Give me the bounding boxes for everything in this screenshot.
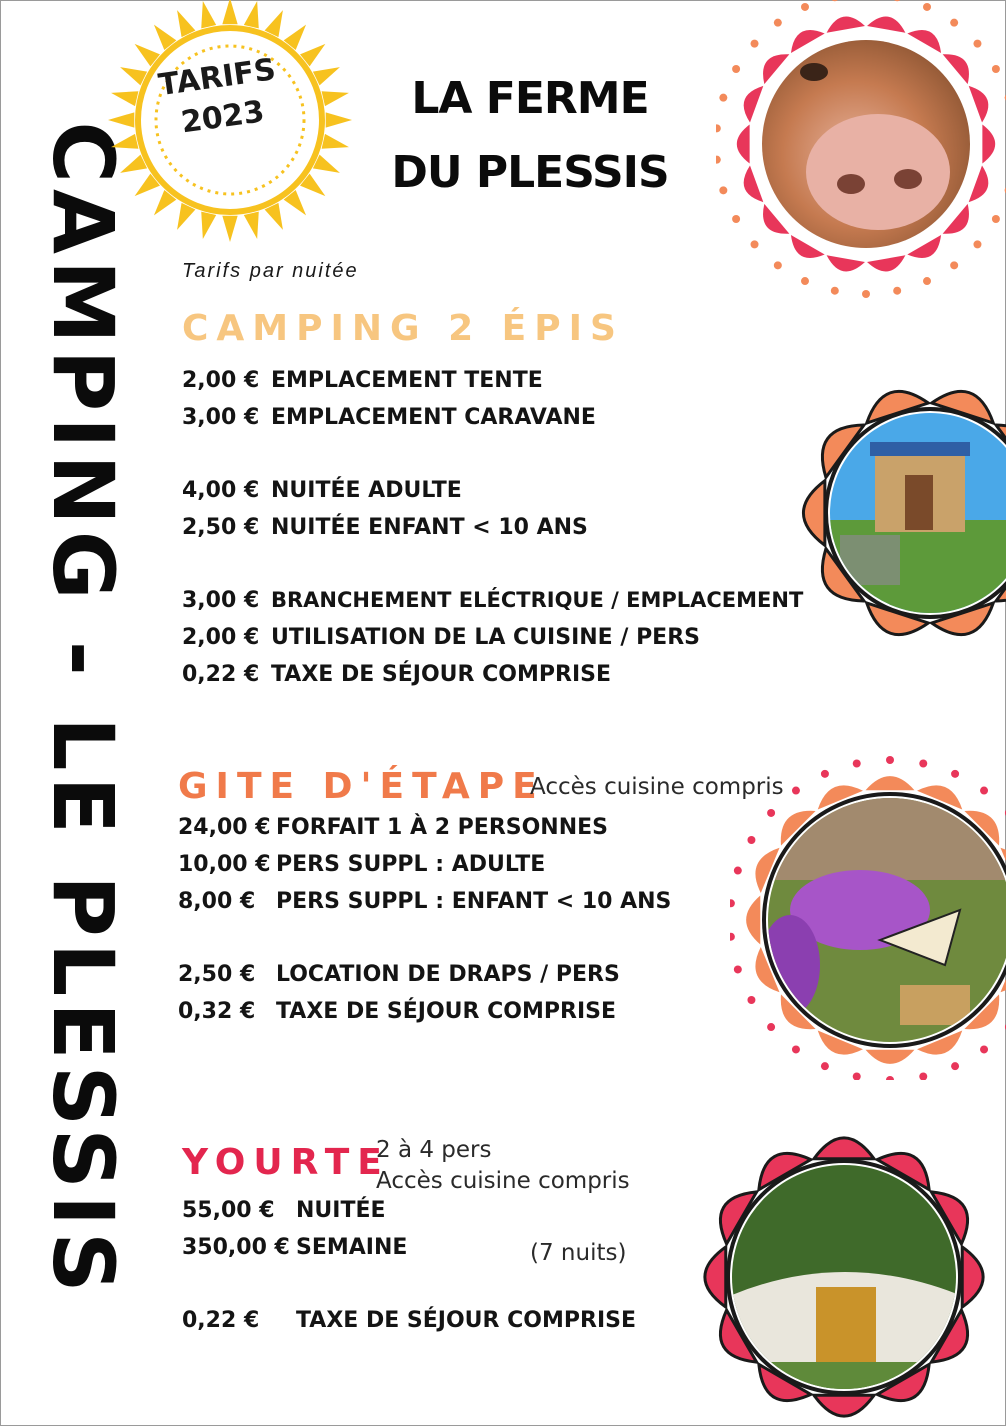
- farm-title-line2: DU PLESSIS: [391, 147, 669, 198]
- row-label: EMPLACEMENT TENTE: [271, 368, 543, 393]
- row-label: UTILISATION DE LA CUISINE / PERS: [271, 625, 700, 650]
- camping-row: [182, 662, 612, 687]
- row-label: BRANCHEMENT ELÉCTRIQUE / EMPLACEMENT: [271, 588, 804, 612]
- badge-line2: 2023: [178, 94, 267, 141]
- row-label: PERS SUPPL : ADULTE: [276, 852, 546, 877]
- row-price: 350,00 €: [182, 1235, 290, 1260]
- camping-row: [182, 405, 596, 430]
- yourte-row: [182, 1308, 637, 1333]
- farm-title-line1: LA FERME: [411, 73, 649, 124]
- gite-title: GITE D'ÉTAPE: [178, 766, 545, 807]
- row-label: FORFAIT 1 À 2 PERSONNES: [276, 815, 609, 840]
- row-price: 10,00 €: [178, 852, 271, 877]
- farm-title: [380, 62, 680, 210]
- row-label: PERS SUPPL : ENFANT < 10 ANS: [276, 889, 672, 914]
- gite-row: [178, 815, 609, 840]
- subtitle: Tarifs par nuitée: [182, 260, 359, 282]
- row-label: NUITÉE: [296, 1198, 386, 1223]
- side-title-text: CAMPING - LE PLESSIS: [34, 121, 132, 1299]
- row-price: 0,22 €: [182, 662, 260, 687]
- row-price: 2,00 €: [182, 625, 260, 650]
- camping-title: CAMPING 2 ÉPIS: [182, 308, 624, 349]
- gite-row: [178, 852, 546, 877]
- yourte-note-2: Accès cuisine compris: [376, 1168, 630, 1194]
- row-price: 55,00 €: [182, 1198, 275, 1223]
- yurt-photo-icon: [676, 1112, 1006, 1426]
- row-price: 3,00 €: [182, 588, 260, 613]
- row-label: TAXE DE SÉJOUR COMPRISE: [271, 662, 612, 687]
- row-price: 4,00 €: [182, 478, 260, 503]
- row-price: 3,00 €: [182, 405, 260, 430]
- badge-line1: TARIFS: [156, 52, 278, 104]
- yourte-row: [182, 1198, 386, 1223]
- camping-row: [182, 588, 804, 613]
- camping-row: [182, 625, 700, 650]
- row-label: TAXE DE SÉJOUR COMPRISE: [276, 999, 617, 1024]
- row-price: 2,50 €: [182, 515, 260, 540]
- yourte-note-1: 2 à 4 pers: [376, 1137, 492, 1163]
- row-label: EMPLACEMENT CARAVANE: [271, 405, 596, 430]
- camping-row: [182, 515, 588, 540]
- row-label: NUITÉE ADULTE: [271, 478, 462, 503]
- gite-row: [178, 889, 672, 914]
- row-price: 24,00 €: [178, 815, 271, 840]
- row-price: 2,50 €: [178, 962, 256, 987]
- row-price: 0,22 €: [182, 1308, 260, 1333]
- gite-note: Accès cuisine compris: [530, 774, 784, 800]
- row-label: NUITÉE ENFANT < 10 ANS: [271, 515, 588, 540]
- yourte-title: YOURTE: [182, 1142, 390, 1183]
- camping-row: [182, 478, 462, 503]
- week-note: (7 nuits): [530, 1240, 627, 1266]
- caravan-photo-icon: [780, 360, 1006, 666]
- row-label: LOCATION DE DRAPS / PERS: [276, 962, 620, 987]
- gite-row: [178, 962, 620, 987]
- camping-row: [182, 368, 543, 393]
- row-price: 8,00 €: [178, 889, 256, 914]
- row-label: TAXE DE SÉJOUR COMPRISE: [296, 1308, 637, 1333]
- row-label: SEMAINE: [296, 1235, 408, 1260]
- cow-photo-icon: [716, 0, 1006, 304]
- row-price: 0,32 €: [178, 999, 256, 1024]
- butterfly-photo-icon: [730, 750, 1006, 1080]
- yourte-row: [182, 1235, 408, 1260]
- row-price: 2,00 €: [182, 368, 260, 393]
- gite-row: [178, 999, 617, 1024]
